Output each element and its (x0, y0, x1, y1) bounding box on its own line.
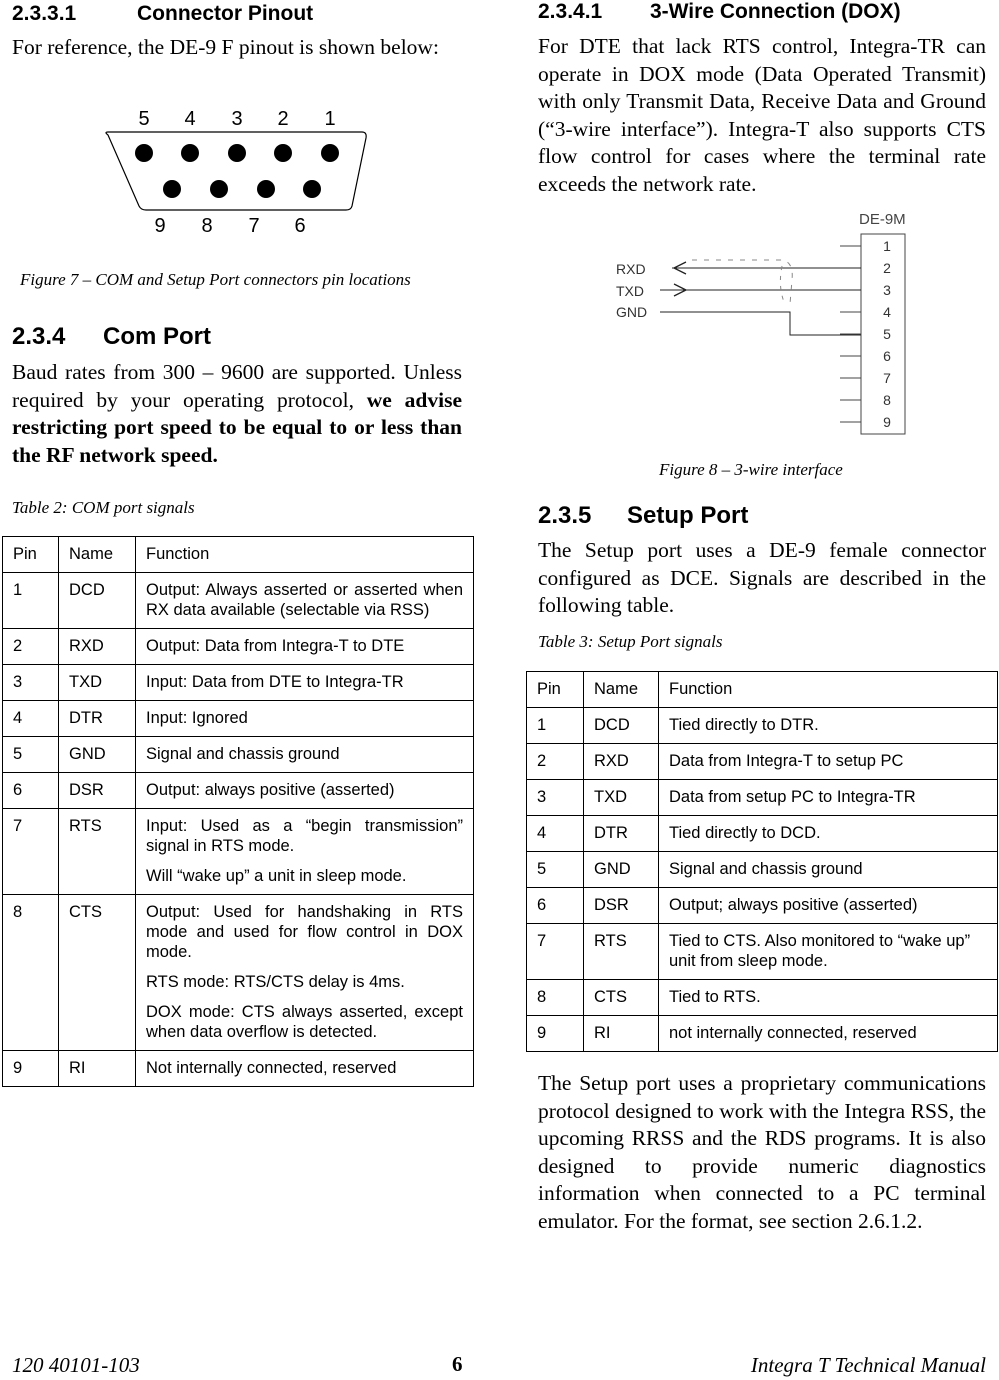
com-table-function-text: Input: Used as a “begin transmission” signal in RTS mode. (146, 817, 463, 855)
com-table-function-text: Output: Data from Integra-T to DTE (146, 637, 405, 655)
pin-3-label: 3 (231, 108, 243, 130)
footer-page-number: 6 (452, 1352, 463, 1376)
setup-table-header-pin: Pin (527, 672, 584, 708)
com-port-body-bold: we advise restricting port speed to be equal to or less than the RF network speed. (12, 387, 462, 467)
com-table-pin-cell: 2 (3, 629, 59, 665)
table-row (527, 708, 998, 744)
pinout-heading (12, 2, 313, 26)
setup-table-header-function: Function (659, 672, 998, 708)
com-port-heading (12, 323, 211, 351)
setup-table-function-text: Data from setup PC to Integra-TR (669, 788, 916, 806)
dox-heading-title: 3-Wire Connection (DOX) (650, 0, 901, 23)
setup-port-closing: The Setup port uses a proprietary communications protocol designed to work with the Integra RSS, the upcoming RRSS and the RDS programs. It is also designed to provide numeric diagnostics information when connected to a PC terminal emulator. For the format, see section 2.6.1.2. (538, 1071, 986, 1233)
com-table-header-pin: Pin (3, 537, 59, 573)
pin-2-dot (274, 144, 292, 162)
table-row (527, 924, 998, 980)
setup-table-function-cell (659, 852, 998, 888)
pin-9-dot (163, 180, 181, 198)
de9m-pin-2-label: 2 (883, 260, 891, 276)
setup-table-name-cell: DSR (584, 888, 659, 924)
pin-5-dot (135, 144, 153, 162)
signal-gnd-label: GND (616, 304, 648, 320)
three-wire-diagram (600, 200, 920, 445)
setup-table-name-cell: RTS (584, 924, 659, 980)
setup-table-function-text: Output; always positive (asserted) (669, 896, 918, 914)
setup-table-function-cell (659, 816, 998, 852)
com-table-function-cell (136, 665, 474, 701)
de9-female-connector-figure (90, 100, 390, 245)
setup-table-name-cell: GND (584, 852, 659, 888)
com-table-header-row (3, 537, 474, 573)
setup-port-heading (538, 502, 748, 530)
de9m-pin-3-label: 3 (883, 282, 891, 298)
table-row (3, 701, 474, 737)
com-table-pin-cell: 7 (3, 809, 59, 895)
setup-table-pin-cell: 6 (527, 888, 584, 924)
com-table-function-text: Output: always positive (asserted) (146, 781, 395, 799)
setup-table-pin-cell: 1 (527, 708, 584, 744)
footer-doc-number: 120 40101-103 (12, 1353, 140, 1377)
pin-3-dot (228, 144, 246, 162)
setup-table-function-cell (659, 744, 998, 780)
com-table-pin-cell: 9 (3, 1051, 59, 1087)
connector-shell (106, 132, 366, 210)
setup-table-pin-cell: 4 (527, 816, 584, 852)
signal-rxd-label: RXD (616, 261, 646, 277)
de9m-pin-8-label: 8 (883, 392, 891, 408)
com-table-pin-cell: 1 (3, 573, 59, 629)
figure-8-caption: Figure 8 – 3-wire interface (659, 460, 843, 479)
com-table-pin-cell: 4 (3, 701, 59, 737)
pin-7-label: 7 (248, 215, 260, 237)
de9m-pin-1-label: 1 (883, 238, 891, 254)
pinout-body: For reference, the DE-9 F pinout is shown below: (12, 35, 439, 59)
setup-table-pin-cell: 3 (527, 780, 584, 816)
table-row (527, 744, 998, 780)
setup-port-body: The Setup port uses a DE-9 female connector configured as DCE. Signals are described in the following table. (538, 538, 986, 617)
com-table-name-cell: RXD (59, 629, 136, 665)
com-table-function-cell (136, 1051, 474, 1087)
com-table-function-text: Will “wake up” a unit in sleep mode. (146, 867, 407, 885)
setup-table-header-row (527, 672, 998, 708)
pin-1-label: 1 (324, 108, 336, 130)
pin-9-label: 9 (154, 215, 166, 237)
setup-table-function-text: Tied directly to DCD. (669, 824, 821, 842)
table-row (527, 980, 998, 1016)
setup-table-function-text: Tied directly to DTR. (669, 716, 819, 734)
table-row (3, 773, 474, 809)
com-port-heading-title: Com Port (103, 323, 211, 350)
setup-table-pin-cell: 2 (527, 744, 584, 780)
com-table-function-text: Not internally connected, reserved (146, 1059, 397, 1077)
table-3-caption: Table 3: Setup Port signals (538, 632, 723, 651)
setup-table-function-text: not internally connected, reserved (669, 1024, 917, 1042)
de9m-label: DE-9M (859, 211, 906, 228)
table-row (527, 816, 998, 852)
com-table-pin-cell: 5 (3, 737, 59, 773)
setup-port-heading-title: Setup Port (627, 502, 749, 529)
gnd-wire (660, 312, 861, 335)
de9m-pin-4-label: 4 (883, 304, 891, 320)
figure-7-caption: Figure 7 – COM and Setup Port connectors pin locations (20, 270, 411, 289)
com-table-function-cell (136, 895, 474, 1051)
de9m-pin-5-label: 5 (883, 326, 891, 342)
com-table-function-text: Signal and chassis ground (146, 745, 340, 763)
setup-table-pin-cell: 5 (527, 852, 584, 888)
setup-table-function-cell (659, 1016, 998, 1052)
pin-4-label: 4 (184, 108, 196, 130)
setup-table-function-text: Signal and chassis ground (669, 860, 863, 878)
setup-table-name-cell: DCD (584, 708, 659, 744)
de9m-pin-7-label: 7 (883, 370, 891, 386)
table-row (527, 852, 998, 888)
setup-table-header-name: Name (584, 672, 659, 708)
setup-table-pin-cell: 7 (527, 924, 584, 980)
table-row (527, 1016, 998, 1052)
setup-table-function-cell (659, 888, 998, 924)
setup-port-heading-number: 2.3.5 (538, 502, 592, 529)
setup-table-name-cell: TXD (584, 780, 659, 816)
com-table-header-name: Name (59, 537, 136, 573)
pin-4-dot (181, 144, 199, 162)
com-port-body (12, 359, 462, 469)
setup-port-signals-table (526, 671, 998, 1052)
setup-table-function-cell (659, 708, 998, 744)
com-table-name-cell: RI (59, 1051, 136, 1087)
pin-8-label: 8 (201, 215, 213, 237)
com-table-function-cell (136, 573, 474, 629)
de9m-pin-9-label: 9 (883, 414, 891, 430)
table-row (3, 895, 474, 1051)
com-table-function-text: Output: Always asserted or asserted when RX data available (selectable via RSS) (146, 581, 463, 619)
com-table-function-text: DOX mode: CTS always asserted, except when data overflow is detected. (146, 1003, 463, 1041)
setup-table-function-cell (659, 780, 998, 816)
setup-table-function-cell (659, 924, 998, 980)
pin-2-label: 2 (277, 108, 289, 130)
dox-heading (538, 0, 901, 24)
com-table-name-cell: CTS (59, 895, 136, 1051)
pin-8-dot (210, 180, 228, 198)
com-port-heading-number: 2.3.4 (12, 323, 66, 350)
pin-6-dot (303, 180, 321, 198)
setup-table-function-cell (659, 980, 998, 1016)
com-table-function-cell (136, 701, 474, 737)
com-port-signals-table (2, 536, 474, 1087)
setup-table-function-text: Tied to CTS. Also monitored to “wake up” unit from sleep mode. (669, 932, 971, 970)
footer-manual-title: Integra T Technical Manual (750, 1353, 986, 1377)
setup-table-pin-cell: 8 (527, 980, 584, 1016)
com-table-function-cell (136, 737, 474, 773)
com-table-function-cell (136, 773, 474, 809)
setup-table-function-text: Tied to RTS. (669, 988, 761, 1006)
table-row (3, 737, 474, 773)
pin-7-dot (257, 180, 275, 198)
setup-table-name-cell: RI (584, 1016, 659, 1052)
dtr-dcd-loop-dashed (780, 266, 784, 302)
com-table-pin-cell: 3 (3, 665, 59, 701)
table-row (3, 629, 474, 665)
table-row (527, 888, 998, 924)
signal-txd-label: TXD (616, 283, 644, 299)
com-table-function-text: Input: Data from DTE to Integra-TR (146, 673, 404, 691)
de9m-pin-6-label: 6 (883, 348, 891, 364)
table-row (527, 780, 998, 816)
dox-body: For DTE that lack RTS control, Integra-TR can operate in DOX mode (Data Operated Transmit) with only Transmit Data, Receive Data and Ground (“3-wire interface”). Integra-T also supports CTS flow control for cases where the terminal rate exceeds the network rate. (538, 34, 986, 196)
setup-table-name-cell: RXD (584, 744, 659, 780)
com-table-name-cell: GND (59, 737, 136, 773)
setup-table-name-cell: DTR (584, 816, 659, 852)
signal-labels-group (616, 261, 647, 320)
com-table-function-cell (136, 629, 474, 665)
table-row (3, 809, 474, 895)
com-table-pin-cell: 6 (3, 773, 59, 809)
com-port-body-plain: Baud rates from 300 – 9600 are supported. Unless required by your operating protocol, (12, 360, 462, 412)
com-table-name-cell: TXD (59, 665, 136, 701)
pinout-heading-title: Connector Pinout (137, 2, 314, 25)
pinout-heading-number: 2.3.3.1 (12, 2, 77, 25)
com-table-pin-cell: 8 (3, 895, 59, 1051)
pin-5-label: 5 (138, 108, 150, 130)
com-table-name-cell: RTS (59, 809, 136, 895)
com-table-function-text: Input: Ignored (146, 709, 248, 727)
table-row (3, 1051, 474, 1087)
com-table-function-text: RTS mode: RTS/CTS delay is 4ms. (146, 973, 405, 991)
com-table-name-cell: DCD (59, 573, 136, 629)
com-table-header-function: Function (136, 537, 474, 573)
table-2-caption: Table 2: COM port signals (12, 498, 195, 517)
com-table-function-text: Output: Used for handshaking in RTS mode and used for flow control in DOX mode. (146, 903, 463, 961)
setup-table-pin-cell: 9 (527, 1016, 584, 1052)
dox-heading-number: 2.3.4.1 (538, 0, 603, 23)
table-row (3, 665, 474, 701)
com-table-function-cell (136, 809, 474, 895)
com-table-name-cell: DTR (59, 701, 136, 737)
setup-table-name-cell: CTS (584, 980, 659, 1016)
table-row (3, 573, 474, 629)
setup-table-function-text: Data from Integra-T to setup PC (669, 752, 904, 770)
com-table-name-cell: DSR (59, 773, 136, 809)
pin-1-dot (321, 144, 339, 162)
rts-cts-loop-dashed (692, 260, 792, 304)
pin-6-label: 6 (294, 215, 306, 237)
